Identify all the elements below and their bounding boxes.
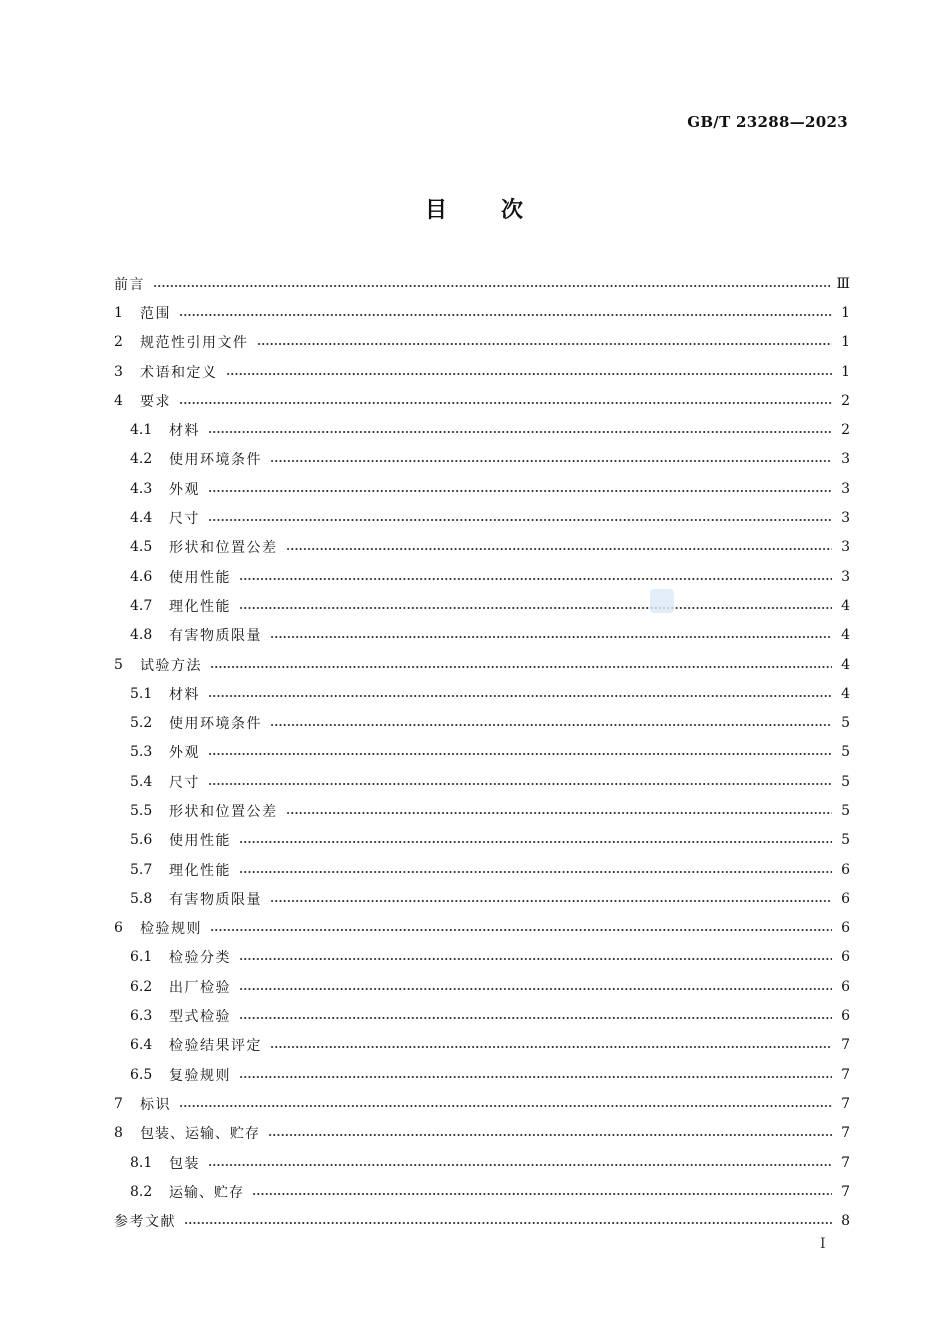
- toc-entry-number: 4: [114, 392, 123, 409]
- toc-entry-page: 1: [841, 304, 850, 321]
- toc-title: [0, 193, 950, 224]
- toc-entry-page: 6: [841, 978, 850, 995]
- toc-dot-leader: [270, 1046, 832, 1048]
- toc-entry-number: 4.1: [130, 422, 153, 439]
- toc-title-left: 目: [424, 198, 449, 223]
- toc-dot-leader: [270, 460, 832, 462]
- toc-dot-leader: [210, 666, 832, 668]
- toc-entry-page: 4: [841, 685, 850, 702]
- toc-entry-page: 6: [841, 861, 850, 878]
- toc-entry[interactable]: [114, 386, 850, 415]
- toc-entry[interactable]: [114, 1060, 850, 1089]
- toc-entry-label: 材料: [169, 423, 200, 440]
- toc-entry-label: 前言: [114, 276, 145, 293]
- toc-entry[interactable]: [114, 972, 850, 1001]
- toc-entry[interactable]: [114, 1089, 850, 1118]
- toc-entry-page: 1: [841, 363, 850, 380]
- toc-entry-page: 4: [841, 597, 850, 614]
- toc-dot-leader: [239, 841, 832, 843]
- toc-entry-label: 参考文献: [114, 1214, 176, 1231]
- toc-entry-label: 检验规则: [140, 921, 202, 938]
- toc-entry-number: 5.8: [130, 890, 153, 907]
- toc-entry-number: 4.3: [130, 480, 153, 497]
- toc-entry-page: 5: [841, 802, 850, 819]
- toc-entry-page: 6: [841, 1008, 850, 1025]
- toc-entry-number: 8.2: [130, 1183, 153, 1200]
- toc-entry-label: 形状和位置公差: [169, 803, 278, 820]
- toc-entry[interactable]: [114, 503, 850, 532]
- toc-entry-page: 7: [841, 1037, 850, 1054]
- toc-entry-number: 6.1: [130, 949, 153, 966]
- toc-dot-leader: [270, 724, 832, 726]
- toc-entry[interactable]: [114, 650, 850, 679]
- toc-entry-number: 4.5: [130, 539, 153, 556]
- toc-entry-number: 8.1: [130, 1154, 153, 1171]
- toc-dot-leader: [208, 519, 832, 521]
- toc-dot-leader: [208, 753, 832, 755]
- toc-entry-number: 5.1: [130, 685, 153, 702]
- toc-entry[interactable]: [114, 1001, 850, 1030]
- toc-entry-label: 型式检验: [169, 1009, 231, 1026]
- toc-entry-number: 1: [114, 304, 123, 321]
- toc-dot-leader: [257, 343, 833, 345]
- toc-entry-label: 术语和定义: [140, 364, 218, 381]
- toc-entry-page: 5: [841, 744, 850, 761]
- toc-entry-label: 使用性能: [169, 569, 231, 586]
- toc-entry-page: 3: [841, 568, 850, 585]
- toc-entry-number: 5.4: [130, 773, 153, 790]
- toc-entry-label: 要求: [140, 393, 171, 410]
- toc-entry-label: 包装: [169, 1155, 200, 1172]
- toc-entry-number: 8: [114, 1125, 123, 1142]
- toc-entry-label: 理化性能: [169, 862, 231, 879]
- toc-entry[interactable]: [114, 884, 850, 913]
- toc-dot-leader: [153, 285, 830, 287]
- page-number: I: [820, 1236, 826, 1252]
- toc-entry[interactable]: [114, 1119, 850, 1148]
- toc-dot-leader: [270, 636, 832, 638]
- toc-entry-number: 5.3: [130, 744, 153, 761]
- toc-entry-page: Ⅲ: [836, 275, 850, 292]
- toc-entry[interactable]: [114, 562, 850, 591]
- toc-entry[interactable]: [114, 298, 850, 327]
- toc-entry-number: 6.3: [130, 1008, 153, 1025]
- toc-entry-number: 7: [114, 1095, 123, 1112]
- toc-entry[interactable]: [114, 328, 850, 357]
- toc-entry-label: 出厂检验: [169, 979, 231, 996]
- toc-dot-leader: [210, 929, 832, 931]
- toc-entry-label: 复验规则: [169, 1067, 231, 1084]
- toc-dot-leader: [226, 373, 833, 375]
- toc-dot-leader: [268, 1134, 832, 1136]
- toc-entry[interactable]: [114, 1031, 850, 1060]
- toc-entry-page: 5: [841, 715, 850, 732]
- standard-code: GB/T 23288—2023: [687, 113, 848, 131]
- toc-entry-label: 理化性能: [169, 598, 231, 615]
- toc-entry[interactable]: [114, 474, 850, 503]
- toc-dot-leader: [208, 431, 832, 433]
- toc-dot-leader: [179, 402, 832, 404]
- toc-entry-label: 包装、运输、贮存: [140, 1126, 260, 1143]
- toc-entry-number: 4.8: [130, 627, 153, 644]
- toc-entry[interactable]: [114, 796, 850, 825]
- toc-entry-label: 有害物质限量: [169, 628, 262, 645]
- toc-entry[interactable]: [114, 445, 850, 474]
- toc-dot-leader: [286, 548, 833, 550]
- toc-entry-page: 2: [841, 392, 850, 409]
- toc-entry-label: 规范性引用文件: [140, 335, 249, 352]
- toc-entry-page: 6: [841, 920, 850, 937]
- toc-dot-leader: [208, 695, 832, 697]
- toc-entry-number: 4.6: [130, 568, 153, 585]
- toc-entry-label: 使用环境条件: [169, 716, 262, 733]
- toc-entry-label: 尺寸: [169, 774, 200, 791]
- toc-entry-label: 检验结果评定: [169, 1038, 262, 1055]
- watermark-logo: [650, 589, 674, 613]
- toc-entry-page: 2: [841, 422, 850, 439]
- toc-entry-page: 7: [841, 1066, 850, 1083]
- toc-entry-label: 形状和位置公差: [169, 540, 278, 557]
- toc-entry[interactable]: [114, 708, 850, 737]
- toc-entry-page: 7: [841, 1095, 850, 1112]
- toc-entry-page: 3: [841, 480, 850, 497]
- toc-dot-leader: [252, 1193, 832, 1195]
- toc-title-right: 次: [501, 198, 526, 223]
- toc-entry-label: 范围: [140, 305, 171, 322]
- toc-entry-page: 7: [841, 1125, 850, 1142]
- toc-dot-leader: [239, 1076, 832, 1078]
- toc-entry-label: 外观: [169, 745, 200, 762]
- toc-entry-number: 6: [114, 920, 123, 937]
- toc-entry[interactable]: [114, 357, 850, 386]
- toc-entry[interactable]: [114, 269, 850, 298]
- toc-entry-number: 2: [114, 334, 123, 351]
- toc-entry-number: 5: [114, 656, 123, 673]
- toc-entry-label: 尺寸: [169, 511, 200, 528]
- toc-entry-label: 使用环境条件: [169, 452, 262, 469]
- toc-entry-number: 6.5: [130, 1066, 153, 1083]
- toc-entry[interactable]: [114, 533, 850, 562]
- toc-dot-leader: [179, 1105, 832, 1107]
- toc-entry[interactable]: [114, 621, 850, 650]
- toc-entry-page: 6: [841, 890, 850, 907]
- toc-entry-page: 6: [841, 949, 850, 966]
- toc-entry-number: 5.7: [130, 861, 153, 878]
- toc-entry-label: 检验分类: [169, 950, 231, 967]
- toc-entry-label: 使用性能: [169, 833, 231, 850]
- toc-dot-leader: [239, 871, 832, 873]
- toc-dot-leader: [239, 578, 832, 580]
- toc-dot-leader: [270, 900, 832, 902]
- toc-entry-number: 4.7: [130, 597, 153, 614]
- table-of-contents: [114, 269, 850, 1236]
- toc-entry[interactable]: [114, 914, 850, 943]
- toc-entry-label: 运输、贮存: [169, 1184, 244, 1201]
- toc-dot-leader: [286, 812, 833, 814]
- toc-entry-page: 7: [841, 1183, 850, 1200]
- toc-entry-number: 3: [114, 363, 123, 380]
- toc-entry-page: 4: [841, 627, 850, 644]
- toc-dot-leader: [239, 988, 832, 990]
- toc-entry[interactable]: [114, 855, 850, 884]
- toc-entry[interactable]: [114, 826, 850, 855]
- toc-entry[interactable]: [114, 1207, 850, 1236]
- toc-entry[interactable]: [114, 943, 850, 972]
- toc-entry-label: 试验方法: [140, 657, 202, 674]
- toc-entry[interactable]: [114, 1148, 850, 1177]
- toc-entry-page: 8: [841, 1213, 850, 1230]
- toc-entry-page: 5: [841, 832, 850, 849]
- toc-dot-leader: [239, 607, 832, 609]
- toc-entry-page: 3: [841, 539, 850, 556]
- toc-entry[interactable]: [114, 738, 850, 767]
- toc-entry-page: 7: [841, 1154, 850, 1171]
- toc-entry-number: 6.2: [130, 978, 153, 995]
- toc-entry-page: 4: [841, 656, 850, 673]
- toc-entry-label: 材料: [169, 686, 200, 703]
- toc-entry[interactable]: [114, 1177, 850, 1206]
- toc-entry[interactable]: [114, 415, 850, 444]
- toc-entry[interactable]: [114, 767, 850, 796]
- toc-entry-page: 1: [841, 334, 850, 351]
- toc-entry-number: 6.4: [130, 1037, 153, 1054]
- toc-dot-leader: [208, 783, 832, 785]
- toc-dot-leader: [184, 1222, 832, 1224]
- toc-entry-page: 5: [841, 773, 850, 790]
- toc-entry[interactable]: [114, 591, 850, 620]
- toc-entry-page: 3: [841, 451, 850, 468]
- toc-entry-page: 3: [841, 510, 850, 527]
- toc-entry-number: 5.5: [130, 802, 153, 819]
- toc-dot-leader: [179, 314, 832, 316]
- toc-entry-number: 5.2: [130, 715, 153, 732]
- toc-dot-leader: [239, 1017, 832, 1019]
- toc-dot-leader: [239, 958, 832, 960]
- toc-dot-leader: [208, 490, 832, 492]
- toc-entry-number: 5.6: [130, 832, 153, 849]
- toc-entry-label: 外观: [169, 481, 200, 498]
- toc-dot-leader: [208, 1164, 832, 1166]
- toc-entry-number: 4.4: [130, 510, 153, 527]
- toc-entry-number: 4.2: [130, 451, 153, 468]
- toc-entry-label: 标识: [140, 1096, 171, 1113]
- toc-entry[interactable]: [114, 679, 850, 708]
- toc-entry-label: 有害物质限量: [169, 891, 262, 908]
